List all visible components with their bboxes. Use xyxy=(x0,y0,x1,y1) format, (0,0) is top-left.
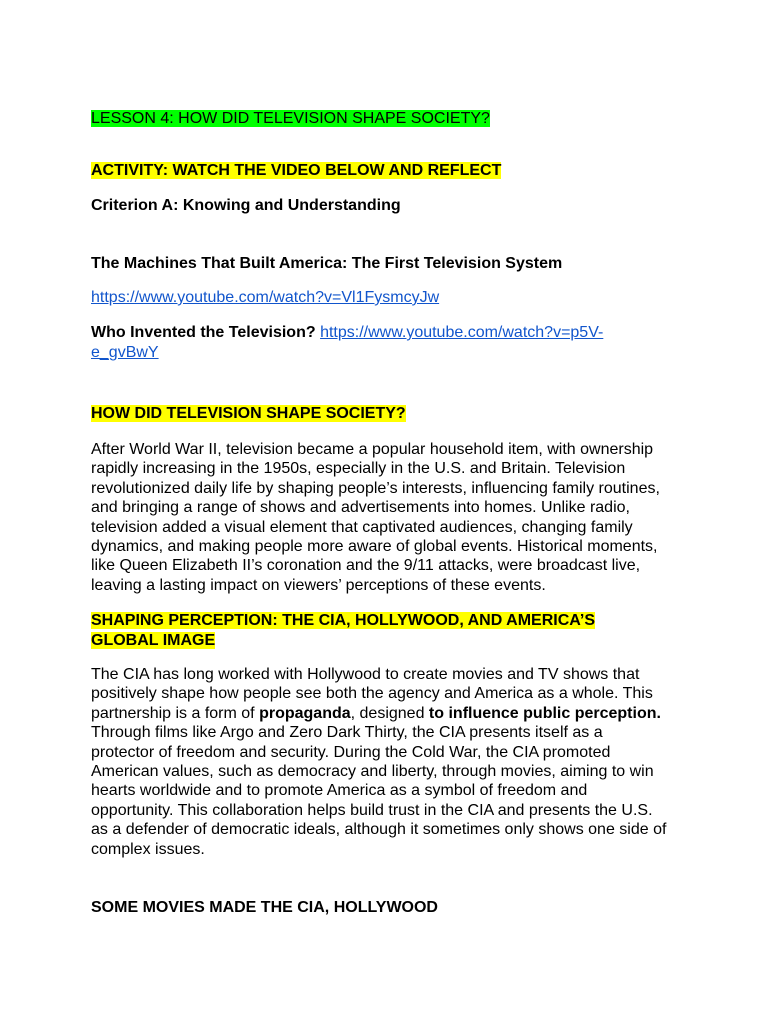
paragraph-line: as a defender of democratic ideals, although it sometimes only shows one side of xyxy=(91,821,667,839)
paragraph-line: American values, such as democracy and liberty, through movies, aiming to win xyxy=(91,763,654,781)
section2-heading-text1: SHAPING PERCEPTION: THE CIA, HOLLYWOOD, AND AMERICA’S xyxy=(91,612,596,629)
paragraph-line: television added a visual element that captivated audiences, changing family xyxy=(91,518,633,536)
influence-emphasis: to influence public perception. xyxy=(428,704,661,722)
paragraph-line: opportunity. This collaboration helps build trust in the CIA and presents the U.S. xyxy=(91,801,653,819)
paragraph-line: and bringing a range of shows and advertisements into homes. Unlike radio, xyxy=(91,499,630,517)
paragraph-line-emphasis xyxy=(91,704,691,723)
paragraph-line: positively shape how people see both the agency and America as a whole. This xyxy=(91,685,653,703)
section1-paragraph xyxy=(91,440,691,595)
activity-heading xyxy=(91,161,501,180)
section2-heading-line1 xyxy=(91,611,595,630)
video1-link-line xyxy=(91,288,439,307)
activity-heading-text: ACTIVITY: WATCH THE VIDEO BELOW AND REFLECT xyxy=(91,162,502,179)
video2-line xyxy=(91,323,603,342)
paragraph-line: After World War II, television became a popular household item, with ownership xyxy=(91,441,654,458)
paragraph-line: complex issues. xyxy=(91,840,205,858)
paragraph-line: dynamics, and making people more aware of global events. Historical moments, xyxy=(91,538,658,556)
criterion-heading: Criterion A: Knowing and Understanding xyxy=(91,197,401,214)
paragraph-line: leaving a lasting impact on viewers’ perceptions of these events. xyxy=(91,576,546,594)
section2-heading-line2 xyxy=(91,631,215,650)
video1-title: The Machines That Built America: The First Television System xyxy=(91,255,563,272)
propaganda-emphasis: propaganda xyxy=(259,704,351,722)
video2-link-part2[interactable]: e_gvBwY xyxy=(91,344,159,361)
lesson-title xyxy=(91,109,490,128)
section3-heading: SOME MOVIES MADE THE CIA, HOLLYWOOD xyxy=(91,899,438,916)
section1-heading-text: HOW DID TELEVISION SHAPE SOCIETY? xyxy=(91,405,406,422)
paragraph-line: revolutionized daily life by shaping people’s interests, influencing family routines, xyxy=(91,479,660,497)
section2-paragraph xyxy=(91,665,691,859)
paragraph-line: hearts worldwide and to promote America as a symbol of freedom and xyxy=(91,782,588,800)
paragraph-line: protector of freedom and security. During the Cold War, the CIA promoted xyxy=(91,743,611,761)
section2-heading-text2: GLOBAL IMAGE xyxy=(91,632,216,649)
paragraph-line: like Queen Elizabeth II’s coronation and the 9/11 attacks, were broadcast live, xyxy=(91,557,641,575)
video2-link-part1[interactable]: https://www.youtube.com/watch?v=p5V- xyxy=(320,324,604,341)
video1-link[interactable]: https://www.youtube.com/watch?v=Vl1FysmcyJw xyxy=(91,289,440,306)
paragraph-text: partnership is a form of xyxy=(91,704,260,722)
video2-line-continued xyxy=(91,343,159,362)
paragraph-text: , designed xyxy=(350,704,429,722)
paragraph-line: Through films like Argo and Zero Dark Thirty, the CIA presents itself as a xyxy=(91,724,603,742)
paragraph-line: The CIA has long worked with Hollywood to create movies and TV shows that xyxy=(91,666,640,683)
section1-heading xyxy=(91,404,406,423)
paragraph-line: rapidly increasing in the 1950s, especially in the U.S. and Britain. Television xyxy=(91,460,626,478)
video2-label: Who Invented the Television? xyxy=(91,324,316,341)
lesson-title-text: LESSON 4: HOW DID TELEVISION SHAPE SOCIETY? xyxy=(91,110,490,127)
